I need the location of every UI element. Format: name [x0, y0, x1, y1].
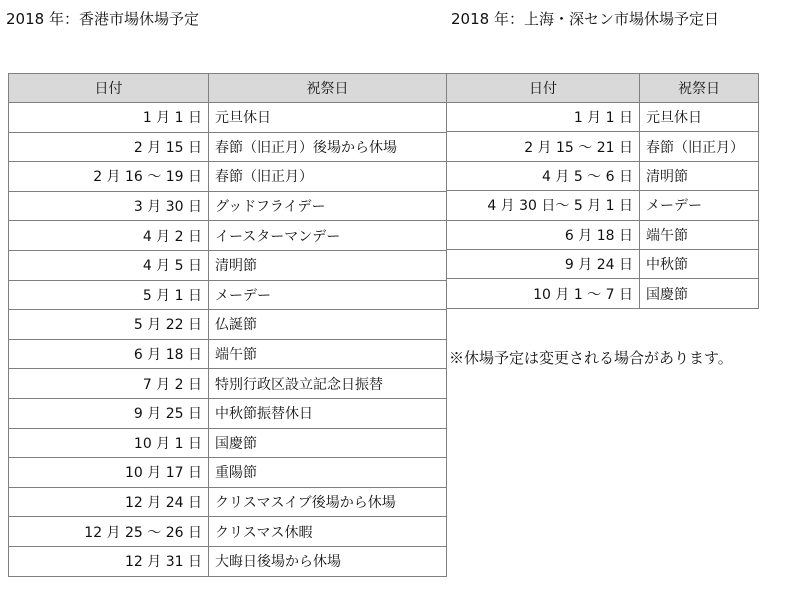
- holiday-date-cell: 10 月 17 日: [9, 458, 209, 488]
- hk-holiday-table: [8, 73, 447, 577]
- holiday-date-cell: 9 月 24 日: [447, 249, 640, 278]
- table-row: [9, 428, 447, 458]
- holiday-name-cell: クリスマスイブ後場から休場: [209, 487, 447, 517]
- table-header-row: [9, 74, 447, 103]
- hk-schedule-title: 2018 年：香港市場休場予定: [6, 10, 199, 28]
- cn-schedule-title: 2018 年：上海・深セン市場休場予定日: [451, 10, 719, 28]
- table-row: [9, 339, 447, 369]
- table-row: [9, 280, 447, 310]
- cn-holiday-table: [446, 73, 759, 309]
- holiday-date-cell: 5 月 22 日: [9, 310, 209, 340]
- holiday-column-header: 祝祭日: [209, 74, 447, 103]
- date-column-header: 日付: [447, 74, 640, 103]
- holiday-date-cell: 12 月 25 ～ 26 日: [9, 517, 209, 547]
- table-row: [9, 221, 447, 251]
- holiday-name-cell: 国慶節: [209, 428, 447, 458]
- table-row: [9, 310, 447, 340]
- holiday-name-cell: メーデー: [209, 280, 447, 310]
- holiday-name-cell: 中秋節振替休日: [209, 398, 447, 428]
- holiday-name-cell: クリスマス休暇: [209, 517, 447, 547]
- holiday-name-cell: 仏誕節: [209, 310, 447, 340]
- table-row: [9, 191, 447, 221]
- holiday-name-cell: 元旦休日: [640, 103, 759, 132]
- holiday-date-cell: 5 月 1 日: [9, 280, 209, 310]
- table-row: [9, 458, 447, 488]
- table-row: [447, 220, 759, 249]
- table-row: [9, 369, 447, 399]
- holiday-date-cell: 7 月 2 日: [9, 369, 209, 399]
- holiday-name-cell: 中秋節: [640, 249, 759, 278]
- holiday-date-cell: 6 月 18 日: [9, 339, 209, 369]
- holiday-date-cell: 1 月 1 日: [9, 103, 209, 133]
- table-row: [9, 517, 447, 547]
- holiday-name-cell: 春節（旧正月）後場から休場: [209, 132, 447, 162]
- holiday-date-cell: 4 月 30 日～ 5 月 1 日: [447, 191, 640, 220]
- holiday-date-cell: 2 月 15 日: [9, 132, 209, 162]
- holiday-name-cell: 清明節: [640, 161, 759, 190]
- holiday-name-cell: 元旦休日: [209, 103, 447, 133]
- table-row: [447, 132, 759, 161]
- table-row: [9, 487, 447, 517]
- table-row: [9, 132, 447, 162]
- table-row: [9, 546, 447, 576]
- holiday-date-cell: 2 月 15 ～ 21 日: [447, 132, 640, 161]
- holiday-name-cell: イースターマンデー: [209, 221, 447, 251]
- holiday-name-cell: メーデー: [640, 191, 759, 220]
- table-row: [447, 249, 759, 278]
- holiday-name-cell: 大晦日後場から休場: [209, 546, 447, 576]
- holiday-name-cell: 春節（旧正月）: [209, 162, 447, 192]
- holiday-name-cell: 清明節: [209, 250, 447, 280]
- table-row: [9, 398, 447, 428]
- table-row: [447, 191, 759, 220]
- table-row: [9, 162, 447, 192]
- holiday-name-cell: 特別行政区設立記念日振替: [209, 369, 447, 399]
- holiday-date-cell: 9 月 25 日: [9, 398, 209, 428]
- holiday-column-header: 祝祭日: [640, 74, 759, 103]
- holiday-date-cell: 10 月 1 日: [9, 428, 209, 458]
- holiday-date-cell: 4 月 5 ～ 6 日: [447, 161, 640, 190]
- schedule-change-note: ※休場予定は変更される場合があります。: [449, 349, 733, 367]
- date-column-header: 日付: [9, 74, 209, 103]
- table-row: [447, 161, 759, 190]
- table-header-row: [447, 74, 759, 103]
- table-row: [447, 279, 759, 308]
- holiday-date-cell: 12 月 24 日: [9, 487, 209, 517]
- table-row: [447, 103, 759, 132]
- holiday-date-cell: 10 月 1 ～ 7 日: [447, 279, 640, 308]
- holiday-date-cell: 12 月 31 日: [9, 546, 209, 576]
- holiday-name-cell: 重陽節: [209, 458, 447, 488]
- holiday-name-cell: 端午節: [640, 220, 759, 249]
- table-row: [9, 103, 447, 133]
- holiday-name-cell: 国慶節: [640, 279, 759, 308]
- holiday-date-cell: 4 月 2 日: [9, 221, 209, 251]
- holiday-name-cell: 端午節: [209, 339, 447, 369]
- holiday-name-cell: 春節（旧正月）: [640, 132, 759, 161]
- table-row: [9, 250, 447, 280]
- holiday-date-cell: 6 月 18 日: [447, 220, 640, 249]
- holiday-date-cell: 2 月 16 ～ 19 日: [9, 162, 209, 192]
- holiday-date-cell: 1 月 1 日: [447, 103, 640, 132]
- holiday-name-cell: グッドフライデー: [209, 191, 447, 221]
- holiday-date-cell: 3 月 30 日: [9, 191, 209, 221]
- holiday-date-cell: 4 月 5 日: [9, 250, 209, 280]
